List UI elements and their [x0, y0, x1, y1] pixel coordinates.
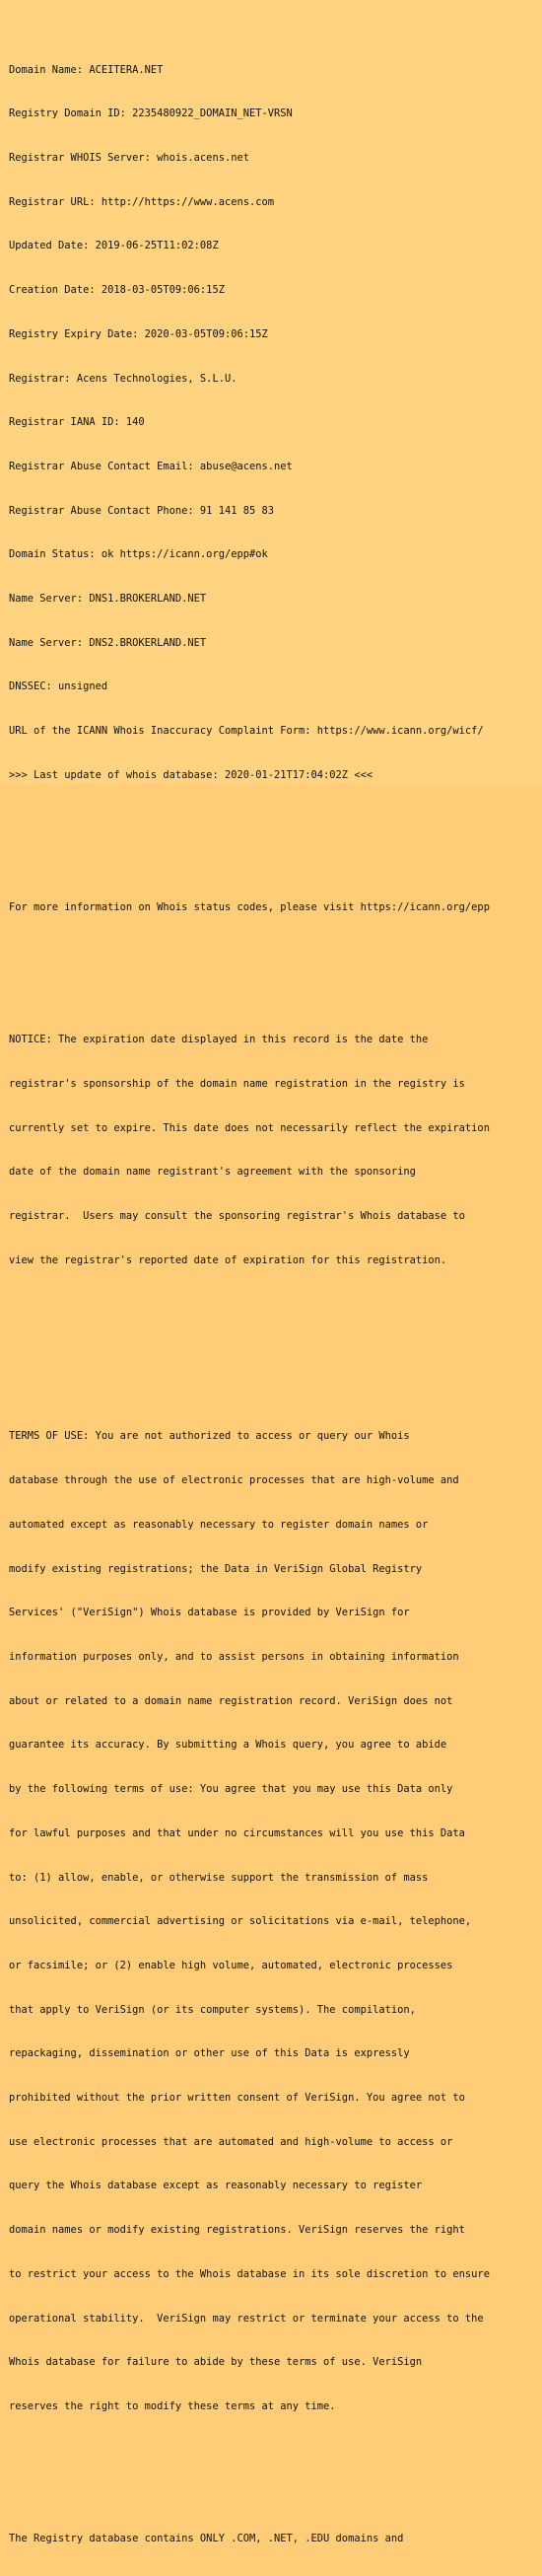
spacer — [9, 2487, 542, 2502]
field-registrar-whois-server: Registrar WHOIS Server: whois.acens.net — [9, 152, 249, 165]
field-domain-status: Domain Status: ok https://icann.org/epp#ok — [9, 548, 268, 561]
terms-line: repackaging, dissemination or other use of this Data is expressly — [9, 2047, 410, 2060]
terms-line: automated except as reasonably necessary to register domain names or — [9, 1518, 429, 1531]
spacer — [9, 945, 542, 960]
field-registrar-url: Registrar URL: http://https://www.acens.com — [9, 195, 274, 208]
terms-line: Services' ("VeriSign") Whois database is provided by VeriSign for — [9, 1607, 410, 1619]
field-registrar: Registrar: Acens Technologies, S.L.U. — [9, 372, 237, 385]
terms-line: domain names or modify existing registrations. VeriSign reserves the right — [9, 2224, 465, 2237]
terms-line: Whois database for failure to abide by these terms of use. VeriSign — [9, 2356, 423, 2369]
field-domain-name: Domain Name: ACEITERA.NET — [9, 63, 164, 76]
field-abuse-email: Registrar Abuse Contact Email: abuse@acens.net — [9, 460, 293, 472]
field-registry-domain-id: Registry Domain ID: 2235480922_DOMAIN_NET-VRSN — [9, 107, 293, 120]
field-icann-complaint-url: URL of the ICANN Whois Inaccuracy Complaint Form: https://www.icann.org/wicf/ — [9, 725, 484, 738]
field-updated-date: Updated Date: 2019-06-25T11:02:08Z — [9, 240, 219, 252]
terms-line: unsolicited, commercial advertising or solicitations via e-mail, telephone, — [9, 1915, 472, 1928]
notice-line: currently set to expire. This date does not necessarily reflect the expiration — [9, 1121, 490, 1134]
terms-line: information purposes only, and to assist persons in obtaining information — [9, 1651, 459, 1663]
record-fields — [9, 34, 542, 813]
terms-line: about or related to a domain name registration record. VeriSign does not — [9, 1694, 453, 1707]
terms-line: reserves the right to modify these terms at any time. — [9, 2399, 336, 2412]
terms-line: database through the use of electronic processes that are high-volume and — [9, 1474, 459, 1487]
terms-line: by the following terms of use: You agree that you may use this Data only — [9, 1783, 453, 1796]
terms-line: to: (1) allow, enable, or otherwise support the transmission of mass — [9, 1871, 429, 1884]
terms-line: prohibited without the prior written consent of VeriSign. You agree not to — [9, 2092, 465, 2105]
field-registry-expiry-date: Registry Expiry Date: 2020-03-05T09:06:15Z — [9, 327, 268, 340]
terms-line: that apply to VeriSign (or its computer systems). The compilation, — [9, 2003, 416, 2016]
field-last-update: >>> Last update of whois database: 2020-01-21T17:04:02Z <<< — [9, 768, 373, 781]
status-info-line: For more information on Whois status codes, please visit https://icann.org/epp — [9, 901, 490, 913]
terms-line: or facsimile; or (2) enable high volume, automated, electronic processes — [9, 1959, 453, 1971]
field-registrar-iana-id: Registrar IANA ID: 140 — [9, 416, 145, 429]
terms-line: query the Whois database except as reasonably necessary to register — [9, 2180, 423, 2192]
notice-line: NOTICE: The expiration date displayed in this record is the date the — [9, 1034, 429, 1046]
notice-line: registrar. Users may consult the sponsoring registrar's Whois database to — [9, 1209, 465, 1222]
notice-line: registrar's sponsorship of the domain name registration in the registry is — [9, 1077, 465, 1090]
field-name-server-2: Name Server: DNS2.BROKERLAND.NET — [9, 636, 207, 649]
terms-line: to restrict your access to the Whois database in its sole discretion to ensure — [9, 2267, 490, 2280]
terms-line: TERMS OF USE: You are not authorized to access or query our Whois — [9, 1430, 410, 1443]
spacer — [9, 1341, 542, 1356]
terms-line: use electronic processes that are automated and high-volume to access or — [9, 2135, 453, 2148]
terms-line: for lawful purposes and that under no circumstances will you use this Data — [9, 1826, 465, 1839]
field-name-server-1: Name Server: DNS1.BROKERLAND.NET — [9, 593, 207, 606]
terms-block — [9, 1400, 542, 2444]
terms-line: modify existing registrations; the Data in VeriSign Global Registry — [9, 1562, 423, 1575]
notice-block — [9, 1003, 542, 1297]
notice-line: date of the domain name registrant's agreement with the sponsoring — [9, 1166, 416, 1179]
terms-line: operational stability. VeriSign may restrict or terminate your access to the — [9, 2312, 484, 2325]
notice-line: view the registrar's reported date of expiration for this registration. — [9, 1253, 447, 1266]
field-dnssec: DNSSEC: unsigned — [9, 680, 108, 693]
spacer — [9, 856, 542, 871]
field-abuse-phone: Registrar Abuse Contact Phone: 91 141 85 83 — [9, 504, 274, 517]
registry-note-line: The Registry database contains ONLY .COM, .NET, .EDU domains and — [9, 2533, 404, 2545]
field-creation-date: Creation Date: 2018-03-05T09:06:15Z — [9, 284, 225, 297]
terms-line: guarantee its accuracy. By submitting a Whois query, you agree to abide — [9, 1739, 447, 1752]
